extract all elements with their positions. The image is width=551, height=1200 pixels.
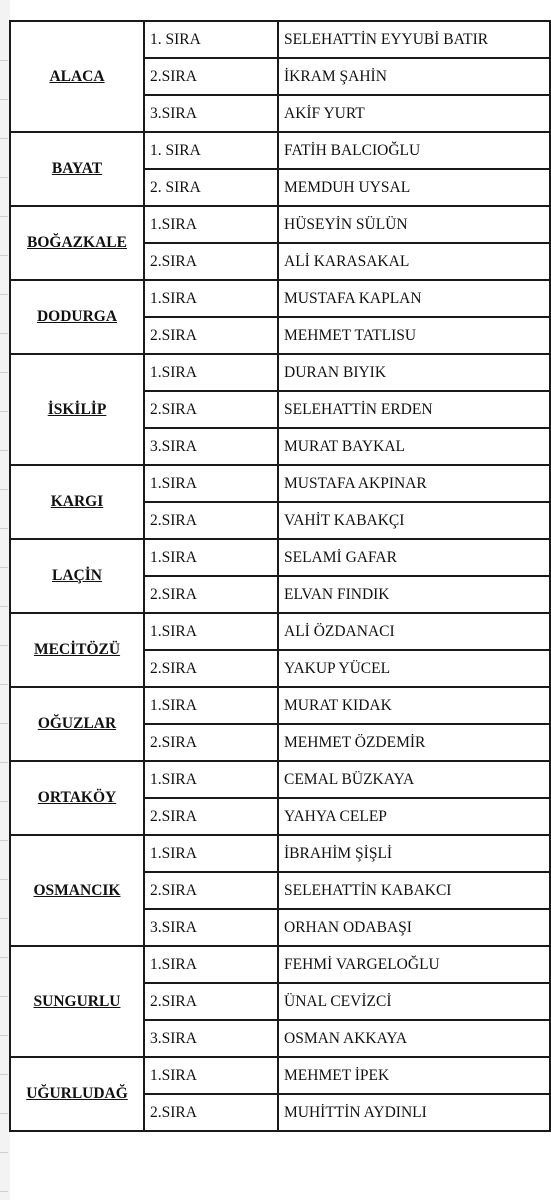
person-name-cell: ALİ ÖZDANACI xyxy=(278,613,550,650)
district-name-cell: İSKİLİP xyxy=(10,354,144,465)
rank-cell: 3.SIRA xyxy=(144,95,278,132)
rank-cell: 2.SIRA xyxy=(144,872,278,909)
table-row xyxy=(10,613,550,650)
person-name-cell: MUHİTTİN AYDINLI xyxy=(278,1094,550,1131)
table-row xyxy=(10,946,550,983)
person-name-cell: MUSTAFA AKPINAR xyxy=(278,465,550,502)
rank-cell: 2.SIRA xyxy=(144,243,278,280)
table-row xyxy=(10,21,550,58)
margin-line xyxy=(0,1035,8,1036)
table-row xyxy=(10,132,550,169)
person-name-cell: FATİH BALCIOĞLU xyxy=(278,132,550,169)
district-name-cell: BAYAT xyxy=(10,132,144,206)
rank-cell: 1.SIRA xyxy=(144,761,278,798)
margin-line xyxy=(0,450,8,451)
rank-cell: 2.SIRA xyxy=(144,983,278,1020)
table-row xyxy=(10,687,550,724)
margin-line xyxy=(0,1152,8,1153)
margin-line xyxy=(0,528,8,529)
margin-line xyxy=(0,1113,8,1114)
person-name-cell: HÜSEYİN SÜLÜN xyxy=(278,206,550,243)
rank-cell: 1. SIRA xyxy=(144,132,278,169)
margin-line xyxy=(0,606,8,607)
rank-cell: 2.SIRA xyxy=(144,391,278,428)
district-name-cell: ORTAKÖY xyxy=(10,761,144,835)
person-name-cell: OSMAN AKKAYA xyxy=(278,1020,550,1057)
margin-line xyxy=(0,177,8,178)
district-name-cell: UĞURLUDAĞ xyxy=(10,1057,144,1131)
table-row xyxy=(10,280,550,317)
table-row xyxy=(10,1057,550,1094)
rank-cell: 1.SIRA xyxy=(144,280,278,317)
margin-line xyxy=(0,489,8,490)
person-name-cell: ELVAN FINDIK xyxy=(278,576,550,613)
table-row xyxy=(10,354,550,391)
table-row xyxy=(10,206,550,243)
person-name-cell: MUSTAFA KAPLAN xyxy=(278,280,550,317)
person-name-cell: MEHMET ÖZDEMİR xyxy=(278,724,550,761)
district-name-cell: BOĞAZKALE xyxy=(10,206,144,280)
margin-line xyxy=(0,1074,8,1075)
margin-line xyxy=(0,918,8,919)
person-name-cell: MURAT KIDAK xyxy=(278,687,550,724)
person-name-cell: İKRAM ŞAHİN xyxy=(278,58,550,95)
person-name-cell: MURAT BAYKAL xyxy=(278,428,550,465)
district-name-cell: ALACA xyxy=(10,21,144,132)
margin-line xyxy=(0,684,8,685)
district-name-cell: OĞUZLAR xyxy=(10,687,144,761)
rank-cell: 3.SIRA xyxy=(144,428,278,465)
candidate-table xyxy=(9,20,551,1132)
rank-cell: 1.SIRA xyxy=(144,465,278,502)
margin-line xyxy=(0,762,8,763)
margin-line xyxy=(0,99,8,100)
margin-line xyxy=(0,1191,8,1192)
rank-cell: 1. SIRA xyxy=(144,21,278,58)
rank-cell: 1.SIRA xyxy=(144,613,278,650)
margin-line xyxy=(0,645,8,646)
person-name-cell: DURAN BIYIK xyxy=(278,354,550,391)
table-row xyxy=(10,835,550,872)
rank-cell: 2.SIRA xyxy=(144,576,278,613)
margin-line xyxy=(0,372,8,373)
margin-line xyxy=(0,333,8,334)
margin-line xyxy=(0,411,8,412)
person-name-cell: SELEHATTİN ERDEN xyxy=(278,391,550,428)
person-name-cell: İBRAHİM ŞİŞLİ xyxy=(278,835,550,872)
rank-cell: 3.SIRA xyxy=(144,909,278,946)
person-name-cell: ÜNAL CEVİZCİ xyxy=(278,983,550,1020)
rank-cell: 1.SIRA xyxy=(144,835,278,872)
margin-line xyxy=(0,567,8,568)
margin-line xyxy=(0,138,8,139)
margin-line xyxy=(0,996,8,997)
person-name-cell: SELAMİ GAFAR xyxy=(278,539,550,576)
rank-cell: 1.SIRA xyxy=(144,1057,278,1094)
margin-line xyxy=(0,216,8,217)
district-name-cell: MECİTÖZÜ xyxy=(10,613,144,687)
rank-cell: 2. SIRA xyxy=(144,169,278,206)
margin-line xyxy=(0,801,8,802)
person-name-cell: MEMDUH UYSAL xyxy=(278,169,550,206)
table-row xyxy=(10,539,550,576)
margin-line xyxy=(0,255,8,256)
district-name-cell: OSMANCIK xyxy=(10,835,144,946)
person-name-cell: SELEHATTİN KABAKCI xyxy=(278,872,550,909)
margin-line xyxy=(0,840,8,841)
rank-cell: 2.SIRA xyxy=(144,650,278,687)
person-name-cell: ALİ KARASAKAL xyxy=(278,243,550,280)
district-name-cell: LAÇİN xyxy=(10,539,144,613)
person-name-cell: FEHMİ VARGELOĞLU xyxy=(278,946,550,983)
person-name-cell: MEHMET İPEK xyxy=(278,1057,550,1094)
person-name-cell: YAHYA CELEP xyxy=(278,798,550,835)
table-row xyxy=(10,761,550,798)
person-name-cell: SELEHATTİN EYYUBİ BATIR xyxy=(278,21,550,58)
rank-cell: 2.SIRA xyxy=(144,58,278,95)
margin-line xyxy=(0,723,8,724)
person-name-cell: AKİF YURT xyxy=(278,95,550,132)
district-name-cell: KARGI xyxy=(10,465,144,539)
margin-line xyxy=(0,60,8,61)
table-body xyxy=(10,21,550,1131)
rank-cell: 2.SIRA xyxy=(144,798,278,835)
table-row xyxy=(10,465,550,502)
rank-cell: 2.SIRA xyxy=(144,502,278,539)
person-name-cell: ORHAN ODABAŞI xyxy=(278,909,550,946)
rank-cell: 3.SIRA xyxy=(144,1020,278,1057)
rank-cell: 2.SIRA xyxy=(144,724,278,761)
margin-line xyxy=(0,957,8,958)
person-name-cell: MEHMET TATLISU xyxy=(278,317,550,354)
margin-line xyxy=(0,879,8,880)
rank-cell: 1.SIRA xyxy=(144,687,278,724)
margin-line xyxy=(0,294,8,295)
person-name-cell: YAKUP YÜCEL xyxy=(278,650,550,687)
rank-cell: 1.SIRA xyxy=(144,354,278,391)
district-name-cell: SUNGURLU xyxy=(10,946,144,1057)
rank-cell: 1.SIRA xyxy=(144,206,278,243)
district-name-cell: DODURGA xyxy=(10,280,144,354)
rank-cell: 2.SIRA xyxy=(144,317,278,354)
person-name-cell: CEMAL BÜZKAYA xyxy=(278,761,550,798)
person-name-cell: VAHİT KABAKÇI xyxy=(278,502,550,539)
rank-cell: 1.SIRA xyxy=(144,946,278,983)
rank-cell: 2.SIRA xyxy=(144,1094,278,1131)
rank-cell: 1.SIRA xyxy=(144,539,278,576)
